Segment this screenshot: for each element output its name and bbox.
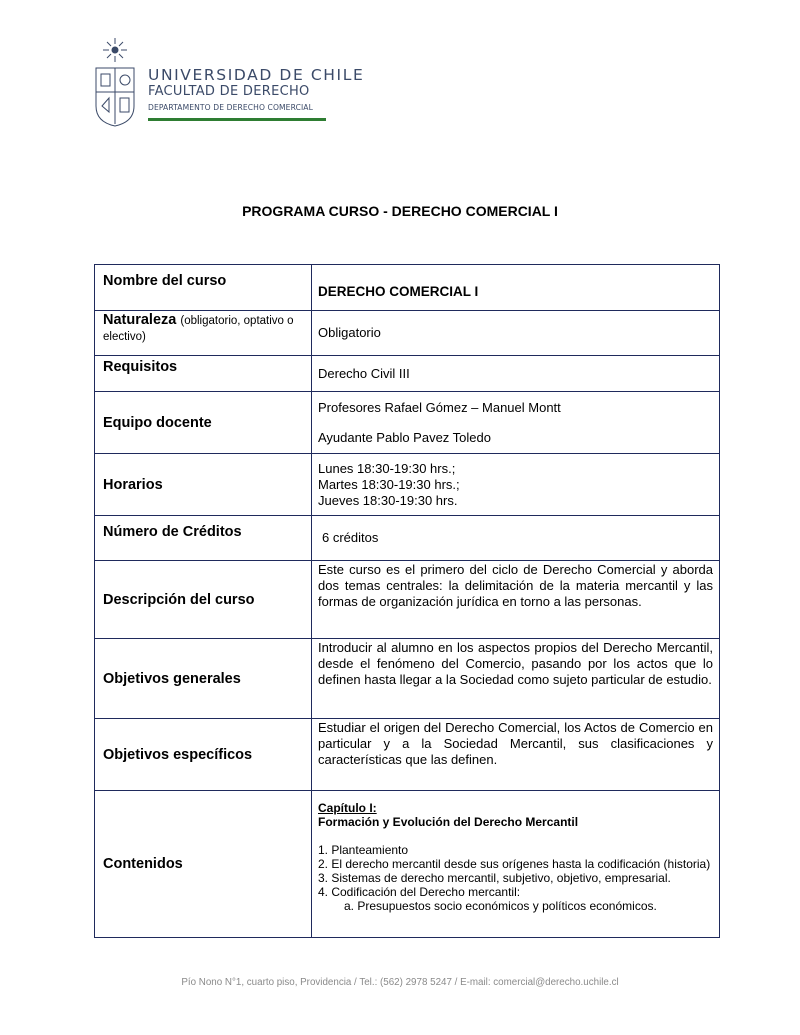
value-equipo (312, 392, 720, 454)
header-brand (148, 66, 364, 121)
contenidos-list (318, 843, 713, 913)
label-equipo: Equipo docente (95, 392, 312, 454)
row-obj-especificos (95, 719, 720, 791)
row-descripcion (95, 561, 720, 639)
label-obj-especificos: Objetivos específicos (95, 719, 312, 791)
horario-jueves: Jueves 18:30-19:30 hrs. (318, 492, 458, 508)
row-contenidos (95, 791, 720, 938)
label-obj-generales: Objetivos generales (95, 639, 312, 719)
row-obj-generales (95, 639, 720, 719)
equipo-profesores: Profesores Rafael Gómez – Manuel Montt (318, 399, 561, 415)
contenidos-chapter (318, 801, 713, 815)
row-horarios (95, 454, 720, 516)
value-horarios (312, 454, 720, 516)
list-item: 4. Codificación del Derecho mercantil: (318, 885, 521, 899)
label-requisitos: Requisitos (95, 356, 312, 392)
row-equipo (95, 392, 720, 454)
list-item: 1. Planteamiento (318, 843, 409, 857)
label-contenidos: Contenidos (95, 791, 312, 938)
row-creditos (95, 516, 720, 561)
horario-martes: Martes 18:30-19:30 hrs.; (318, 476, 460, 492)
value-nombre: DERECHO COMERCIAL I (312, 265, 720, 311)
label-nombre: Nombre del curso (95, 265, 312, 311)
label-descripcion: Descripción del curso (95, 561, 312, 639)
row-requisitos (95, 356, 720, 392)
chapter-label: Capítulo I: (318, 801, 377, 815)
value-creditos: 6 créditos (312, 516, 720, 561)
list-subitem: a. Presupuestos socio económicos y políticos económicos. (344, 899, 657, 913)
course-program-table (94, 264, 720, 938)
list-item: 2. El derecho mercantil desde sus orígenes hasta la codificación (historia) (318, 857, 711, 871)
page-footer: Pío Nono N°1, cuarto piso, Providencia / Tel.: (562) 2978 5247 / E-mail: comercial@derecho.uchile.cl (181, 977, 619, 988)
value-obj-generales: Introducir al alumno en los aspectos propios del Derecho Mercantil, desde el fenómeno del Comercio, pasando por los actos que lo definen hasta llegar a la Sociedad como sujeto particular de estudio. (312, 639, 720, 719)
university-crest-icon (92, 36, 138, 128)
row-naturaleza (95, 311, 720, 356)
value-contenidos (312, 791, 720, 938)
university-name: UNIVERSIDAD DE CHILE (148, 66, 365, 84)
value-naturaleza: Obligatorio (312, 311, 720, 356)
page-title: PROGRAMA CURSO - DERECHO COMERCIAL I (242, 203, 558, 219)
horario-lunes: Lunes 18:30-19:30 hrs.; (318, 460, 456, 476)
chapter-title: Formación y Evolución del Derecho Mercantil (318, 815, 579, 829)
label-horarios: Horarios (95, 454, 312, 516)
label-naturaleza-title: Naturaleza (103, 312, 177, 328)
label-naturaleza (95, 311, 312, 356)
label-creditos: Número de Créditos (95, 516, 312, 561)
value-obj-especificos: Estudiar el origen del Derecho Comercial, los Actos de Comercio en particular y a la Sociedad Mercantil, sus clasificaciones y características que las definen. (312, 719, 720, 791)
faculty-name: FACULTAD DE DERECHO (148, 84, 310, 99)
value-requisitos: Derecho Civil III (312, 356, 720, 392)
value-descripcion: Este curso es el primero del ciclo de Derecho Comercial y aborda dos temas centrales: la delimitación de la materia mercantil y las formas de organización jurídica en torno a las personas. (312, 561, 720, 639)
department-name: DEPARTAMENTO DE DERECHO COMERCIAL (148, 103, 313, 112)
equipo-ayudante: Ayudante Pablo Pavez Toledo (318, 429, 491, 445)
row-nombre (95, 265, 720, 311)
brand-underline (148, 118, 326, 121)
list-item: 3. Sistemas de derecho mercantil, subjetivo, objetivo, empresarial. (318, 871, 671, 885)
label-naturaleza-note: (obligatorio, optativo o electivo) (103, 315, 294, 343)
